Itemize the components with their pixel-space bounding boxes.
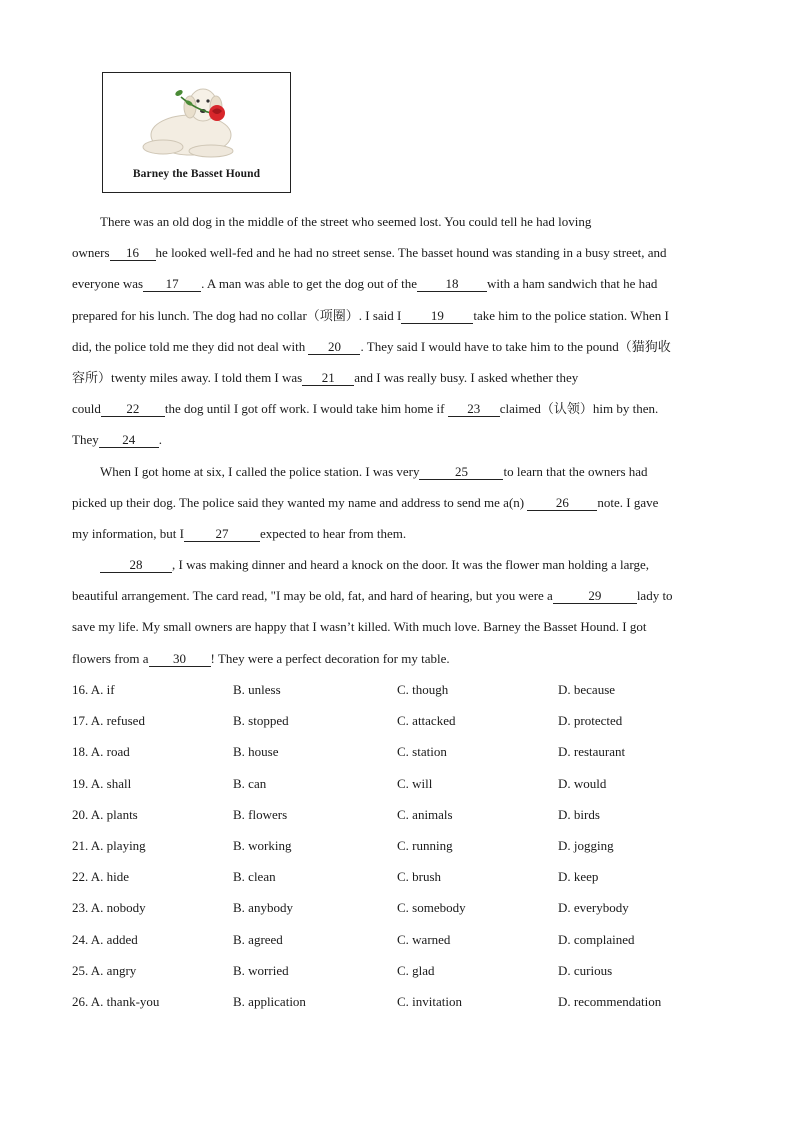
option-text: D. recommendation <box>558 993 662 1009</box>
blank-17: 17 <box>143 277 201 292</box>
passage-text-run: prepared for his lunch. The dog had no collar（项圈）. I said I <box>72 307 402 323</box>
passage-line <box>72 580 722 611</box>
option-text: B. worried <box>233 962 289 978</box>
option-a <box>72 674 115 705</box>
option-d <box>558 830 614 861</box>
option-b <box>233 799 287 830</box>
option-d <box>558 736 625 767</box>
blank-22: 22 <box>101 402 165 417</box>
passage-line <box>72 456 722 487</box>
option-text: D. complained <box>558 931 635 947</box>
option-d <box>558 768 606 799</box>
question-row-19 <box>72 768 722 799</box>
passage-text-run: When I got home at six, I called the police station. I was very <box>100 463 420 479</box>
option-text: D. curious <box>558 962 613 978</box>
option-text: C. warned <box>397 931 451 947</box>
option-text: D. because <box>558 682 616 697</box>
option-d <box>558 924 635 955</box>
question-row-23 <box>72 892 722 923</box>
option-text: C. attacked <box>397 713 456 729</box>
passage-line <box>72 518 722 549</box>
option-text: A. hide <box>90 869 130 885</box>
passage-text-run: take him to the police station. When I <box>473 307 669 323</box>
answer-options <box>72 674 722 1017</box>
passage-text-run: the dog until I got off work. I would take him home if <box>164 401 448 417</box>
option-d <box>558 674 615 705</box>
blank-19: 19 <box>401 309 473 324</box>
question-row-20 <box>72 799 722 830</box>
option-text: A. angry <box>90 962 137 978</box>
blank-24: 24 <box>99 433 159 448</box>
option-c <box>397 674 448 705</box>
passage-line <box>72 643 722 674</box>
option-c <box>397 830 453 861</box>
passage-text-run: to learn that the owners had <box>503 463 648 479</box>
passage-line <box>72 268 722 299</box>
passage-text-run: . They said I would have to take him to the pound（猫狗收 <box>360 338 671 354</box>
question-number: 24. <box>72 931 89 947</box>
option-text: D. everybody <box>558 900 629 916</box>
passage-line <box>72 487 722 518</box>
question-row-26 <box>72 986 722 1017</box>
option-text: D. restaurant <box>558 744 626 760</box>
question-number: 23. <box>72 900 89 916</box>
option-text: C. though <box>397 682 449 697</box>
option-text: A. playing <box>90 837 146 853</box>
option-c <box>397 799 453 830</box>
passage-text-run: lady to <box>636 588 673 604</box>
passage-text-run: could <box>72 401 101 417</box>
passage-text-run: he looked well-fed and he had no street sense. The basset hound was standing in a busy street, and <box>155 245 667 261</box>
option-b <box>233 736 279 767</box>
option-text: B. flowers <box>233 806 288 822</box>
option-text: B. working <box>233 837 292 853</box>
option-text: D. birds <box>558 806 600 822</box>
passage-line <box>72 424 722 455</box>
passage-text-run: ! They were a perfect decoration for my table. <box>210 650 450 666</box>
option-a <box>72 861 129 892</box>
question-row-24 <box>72 924 722 955</box>
option-d <box>558 955 612 986</box>
passage-text-run: , I was making dinner and heard a knock on the door. It was the flower man holding a large, <box>172 557 650 573</box>
option-b <box>233 924 283 955</box>
passage-line <box>72 549 722 580</box>
option-b <box>233 955 289 986</box>
question-number: 17. <box>72 713 89 729</box>
passage-text-run: beautiful arrangement. The card read, "I may be old, fat, and hard of hearing, but you were a <box>72 588 553 604</box>
option-a <box>72 736 130 767</box>
passage-line <box>72 300 722 331</box>
option-text: C. somebody <box>397 900 466 916</box>
passage-text-run: my information, but I <box>72 525 184 541</box>
option-text: A. added <box>90 931 138 947</box>
question-row-17 <box>72 705 722 736</box>
passage-text-run: with a ham sandwich that he had <box>487 276 658 292</box>
option-a <box>72 705 145 736</box>
option-text: B. anybody <box>233 900 293 916</box>
passage-line <box>72 237 722 268</box>
question-row-18 <box>72 736 722 767</box>
option-text: B. house <box>233 744 279 760</box>
option-d <box>558 799 600 830</box>
blank-28: 28 <box>100 558 172 573</box>
option-b <box>233 705 289 736</box>
option-text: A. plants <box>90 806 138 822</box>
passage-text-run: owners <box>72 245 110 261</box>
option-text: D. protected <box>558 713 623 729</box>
option-text: B. clean <box>233 869 276 885</box>
blank-29: 29 <box>553 589 637 604</box>
option-text: C. invitation <box>397 993 462 1009</box>
blank-27: 27 <box>184 527 260 542</box>
option-c <box>397 986 462 1017</box>
option-text: C. glad <box>397 962 435 978</box>
option-c <box>397 955 435 986</box>
option-text: D. jogging <box>558 837 614 853</box>
passage-text-run: . A man was able to get the dog out of the <box>201 276 418 292</box>
option-d <box>558 892 629 923</box>
question-number: 19. <box>72 775 89 791</box>
passage-text-run: There was an old dog in the middle of the street who seemed lost. You could tell he had loving <box>100 214 592 229</box>
question-number: 18. <box>72 744 89 760</box>
passage-line <box>72 331 722 362</box>
option-b <box>233 768 266 799</box>
option-text: C. station <box>397 744 447 760</box>
passage-text-run: did, the police told me they did not deal with <box>72 338 309 354</box>
dog-illustration <box>102 72 291 193</box>
blank-20: 20 <box>308 340 360 355</box>
option-text: D. keep <box>558 869 599 885</box>
passage-line <box>72 393 722 424</box>
passage-text-run: picked up their dog. The police said they wanted my name and address to send me a(n) <box>72 494 528 510</box>
question-row-25 <box>72 955 722 986</box>
option-d <box>558 986 661 1017</box>
option-text: D. would <box>558 775 607 791</box>
passage-text-run: . <box>158 432 162 448</box>
option-a <box>72 955 136 986</box>
option-d <box>558 861 598 892</box>
blank-26: 26 <box>527 496 597 511</box>
passage-text <box>72 206 722 674</box>
question-number: 21. <box>72 837 89 853</box>
blank-16: 16 <box>110 246 156 261</box>
option-text: A. thank-you <box>90 993 160 1009</box>
option-text: A. refused <box>90 713 145 729</box>
blank-18: 18 <box>417 277 487 292</box>
passage-text-run: and I was really busy. I asked whether they <box>354 369 579 385</box>
option-c <box>397 768 432 799</box>
option-a <box>72 924 138 955</box>
option-text: B. application <box>233 993 306 1009</box>
option-text: B. agreed <box>233 931 283 947</box>
option-a <box>72 799 138 830</box>
option-text: A. if <box>90 682 115 697</box>
option-text: A. road <box>90 744 130 760</box>
passage-text-run: 容所）twenty miles away. I told them I was <box>72 369 303 385</box>
question-number: 26. <box>72 993 89 1009</box>
figure-caption: Barney the Basset Hound <box>132 168 261 180</box>
passage-text-run: flowers from a <box>72 650 149 666</box>
passage-text-run: everyone was <box>72 276 144 292</box>
passage-text-run: save my life. My small owners are happy that I wasn’t killed. With much love. Barney the Basset Hound. I got <box>72 619 647 635</box>
passage-text-run: expected to hear from them. <box>259 525 407 541</box>
option-b <box>233 830 292 861</box>
question-number: 22. <box>72 869 89 885</box>
blank-21: 21 <box>302 371 354 386</box>
option-text: A. nobody <box>90 900 146 916</box>
passage-line <box>72 206 722 237</box>
option-c <box>397 892 466 923</box>
passage-line <box>72 611 722 642</box>
option-a <box>72 768 131 799</box>
option-text: B. can <box>233 775 267 791</box>
option-text: C. brush <box>397 869 442 885</box>
option-text: B. unless <box>233 682 281 697</box>
option-c <box>397 924 450 955</box>
option-text: A. shall <box>90 775 132 791</box>
passage-line <box>72 362 722 393</box>
option-text: B. stopped <box>233 713 289 729</box>
option-text: C. animals <box>397 806 453 822</box>
passage-text-run: note. I gave <box>597 494 659 510</box>
question-number: 20. <box>72 806 89 822</box>
passage-text-run: claimed（认领）him by then. <box>499 401 659 417</box>
blank-23: 23 <box>448 402 500 417</box>
question-row-22 <box>72 861 722 892</box>
option-a <box>72 830 146 861</box>
question-row-16 <box>72 674 722 705</box>
option-text: C. will <box>397 775 433 791</box>
blank-25: 25 <box>419 465 503 480</box>
option-a <box>72 986 159 1017</box>
question-row-21 <box>72 830 722 861</box>
option-c <box>397 705 455 736</box>
option-c <box>397 736 447 767</box>
passage-text-run: They <box>72 432 99 448</box>
option-b <box>233 986 306 1017</box>
option-text: C. running <box>397 837 453 853</box>
question-number: 16. <box>72 682 89 697</box>
option-a <box>72 892 146 923</box>
option-b <box>233 861 276 892</box>
question-number: 25. <box>72 962 89 978</box>
option-b <box>233 674 281 705</box>
option-c <box>397 861 441 892</box>
option-b <box>233 892 293 923</box>
blank-30: 30 <box>149 652 211 667</box>
option-d <box>558 705 622 736</box>
